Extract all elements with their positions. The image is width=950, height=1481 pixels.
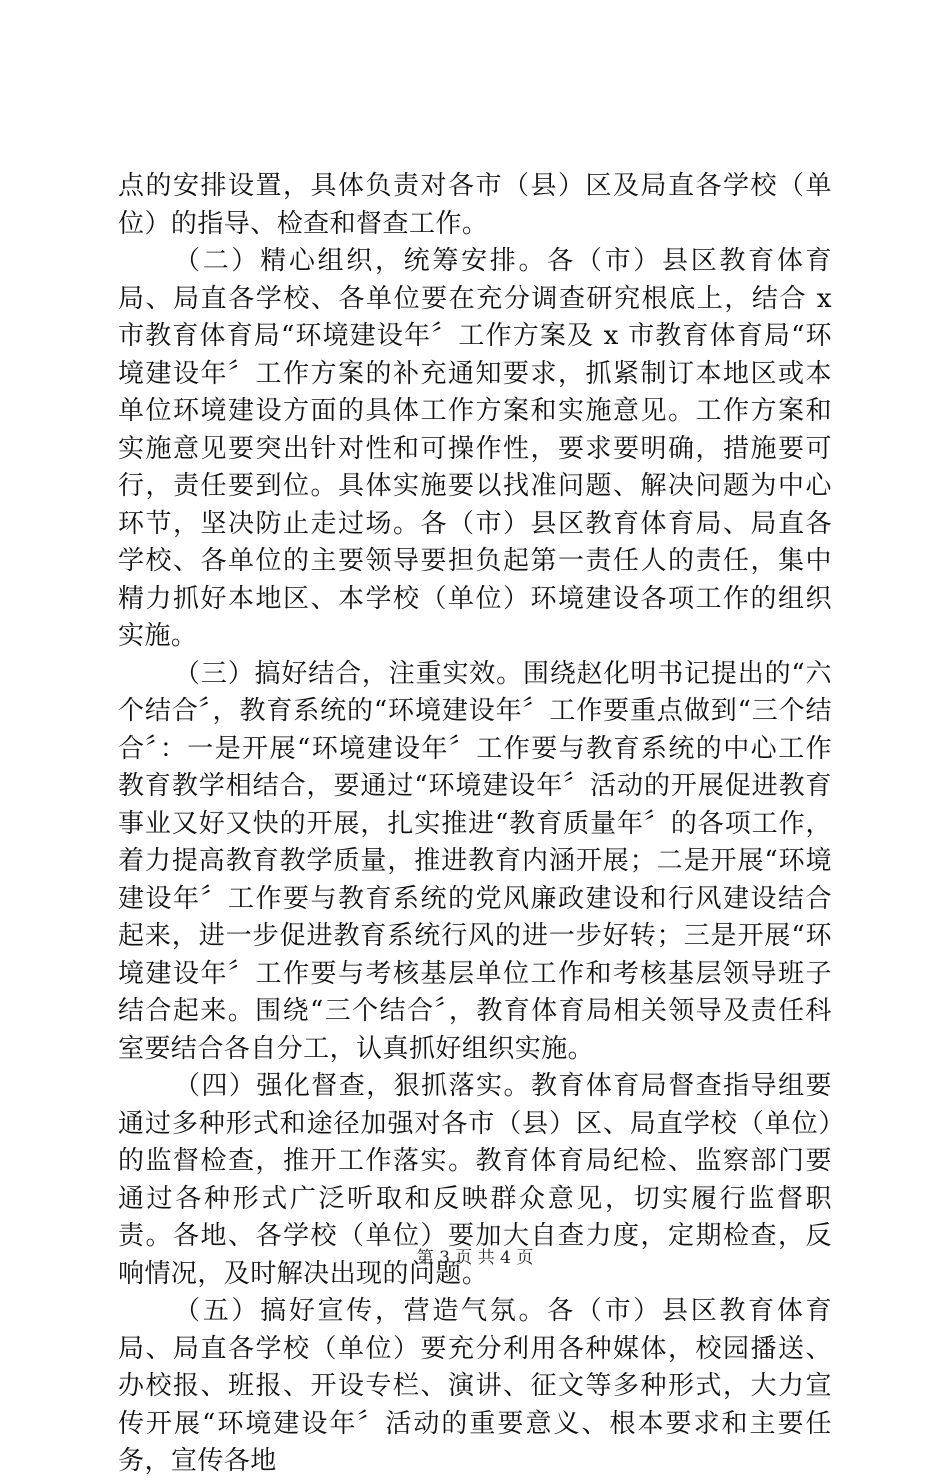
- paragraph-section-5: （五）搞好宣传，营造气氛。各（市）县区教育体育局、局直各学校（单位）要充分利用各种媒体，校园播送、办校报、班报、开设专栏、演讲、征文等多种形式，大力宣传开展“环境建设年〞活动的重要意义、根本要求和主要任务，宣传各地: [118, 1296, 832, 1476]
- paragraph-continuation: 点的安排设置，具体负责对各市（县）区及局直各学校（单位）的指导、检查和督查工作。: [118, 171, 832, 239]
- paragraph-section-3: （三）搞好结合，注重实效。围绕赵化明书记提出的“六个结合〞，教育系统的“环境建设年〞工作要重点做到“三个结合〞：一是开展“环境建设年〞工作要与教育系统的中心工作教育教学相结合，要通过“环境建设年〞活动的开展促进教育事业又好又快的开展，扎实推进“教育质量年〞的各项工作，着力提高教育教学质量，推进教育内涵开展；二是开展“环境建设年〞工作要与教育系统的党风廉政建设和行风建设结合起来，进一步促进教育系统行风的进一步好转；三是开展“环境建设年〞工作要与考核基层单位工作和考核基层领导班子结合起来。围绕“三个结合〞，教育体育局相关领导及责任科室要结合各自分工，认真抓好组织实施。: [118, 658, 832, 1064]
- paragraph-section-2: （二）精心组织，统筹安排。各（市）县区教育体育局、局直各学校、各单位要在充分调查研究根底上，结合 x 市教育体育局“环境建设年〞工作方案及 x 市教育体育局“环境建设年〞工作方案的补充通知要求，抓紧制订本地区或本单位环境建设方面的具体工作方案和实施意见。工作方案和实施意见要突出针对性和可操作性，要求要明确，措施要可行，责任要到位。具体实施要以找准问题、解决问题为中心环节，坚决防止走过场。各（市）县区教育体育局、局直各学校、各单位的主要领导要担负起第一责任人的责任，集中精力抓好本地区、本学校（单位）环境建设各项工作的组织实施。: [118, 246, 832, 651]
- document-body: [118, 168, 832, 1481]
- paragraph-section-4: （四）强化督查，狠抓落实。教育体育局督查指导组要通过多种形式和途径加强对各市（县）区、局直学校（单位）的监督检查，推开工作落实。教育体育局纪检、监察部门要通过各种形式广泛听取和反映群众意见，切实履行监督职责。各地、各学校（单位）要加大自查力度，定期检查，反响情况，及时解决出现的问题。: [118, 1071, 832, 1289]
- page-number-footer: 第 3 页 共 4 页: [416, 1248, 534, 1268]
